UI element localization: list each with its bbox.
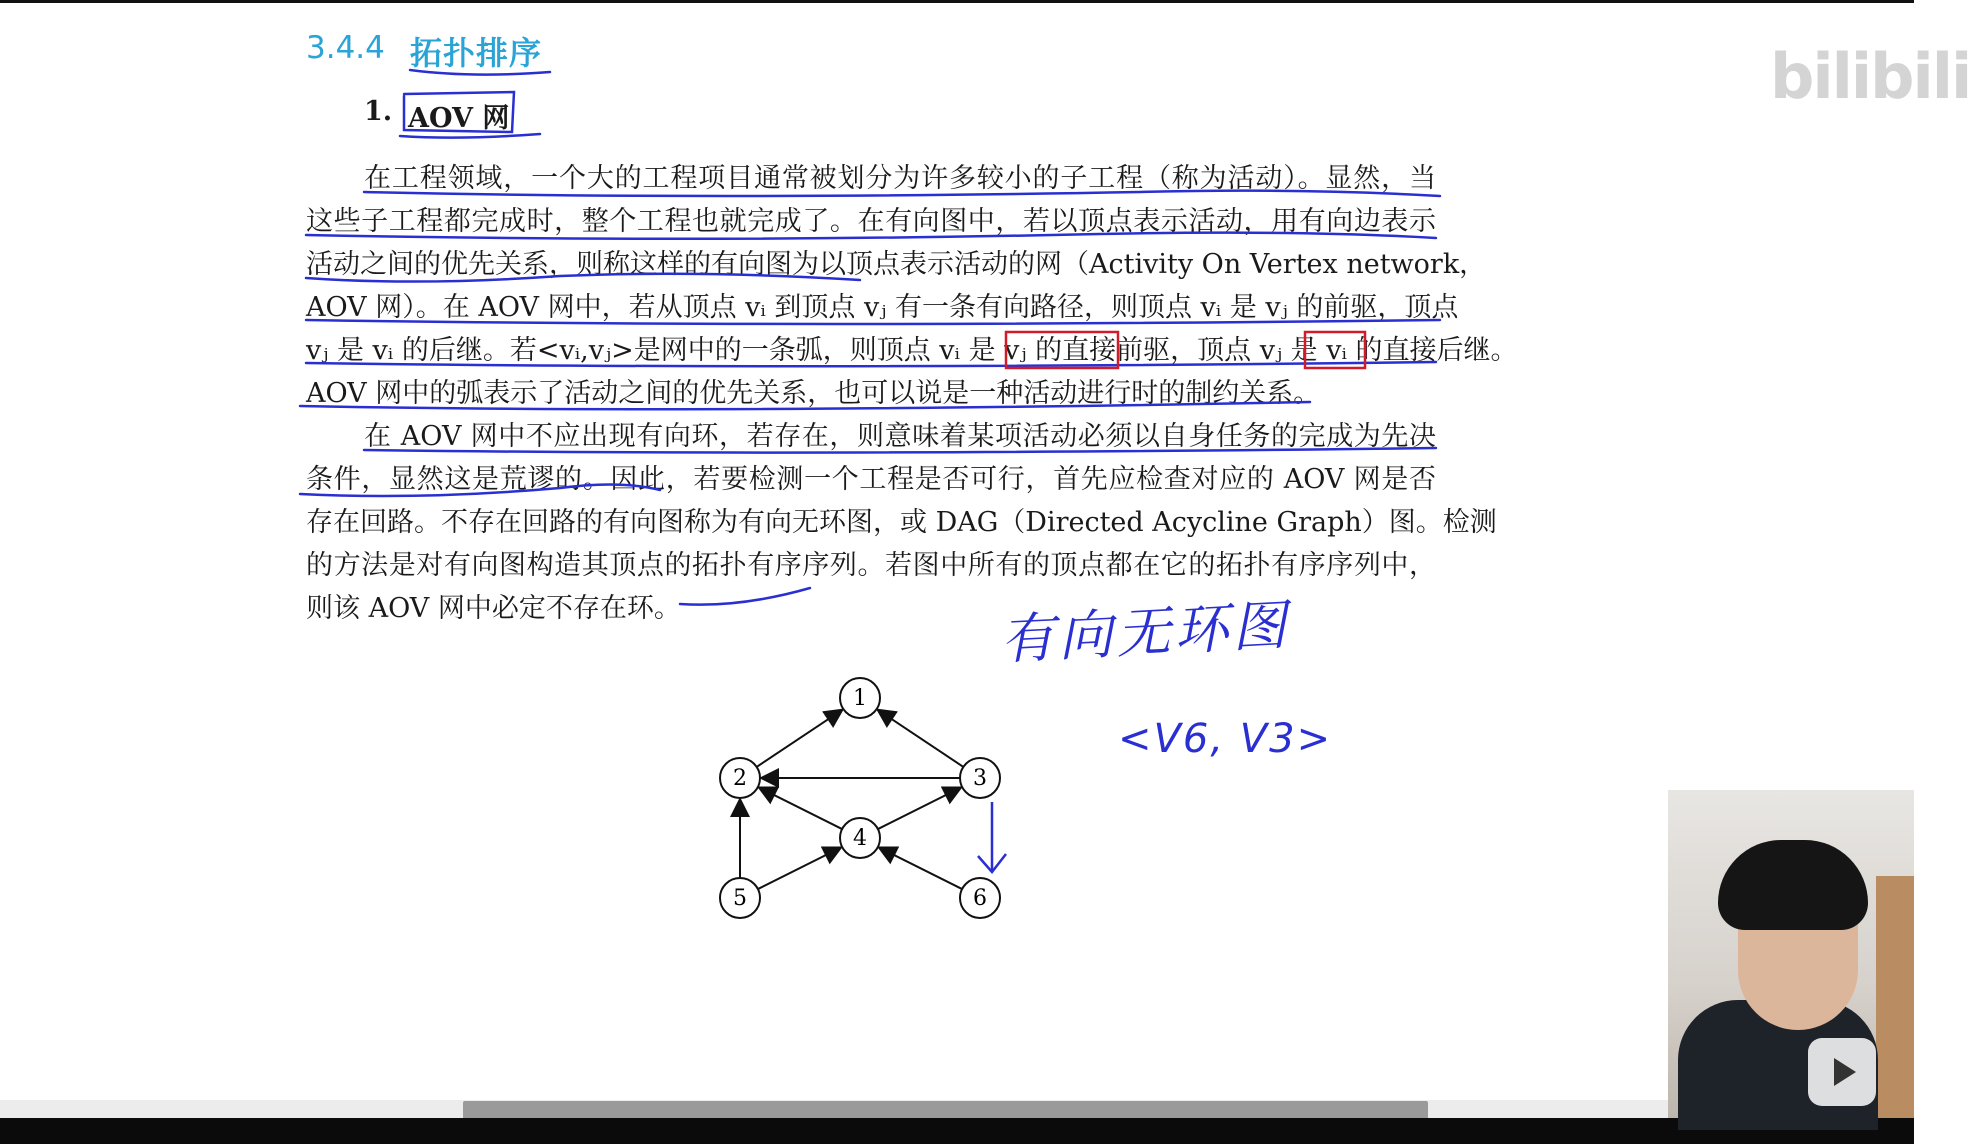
svg-text:5: 5 [733, 886, 747, 911]
section-number: 3.4.4 [306, 30, 385, 66]
presenter-webcam [1668, 790, 1914, 1118]
svg-text:2: 2 [733, 766, 747, 791]
graph-edge-4-3 [878, 787, 961, 829]
presenter-hair [1718, 840, 1868, 930]
top-border [0, 0, 1914, 3]
text-line: AOV 网）。在 AOV 网中，若从顶点 vᵢ 到顶点 vⱼ 有一条有向路径，则顶点 vᵢ 是 vⱼ 的前驱，顶点 [306, 292, 1459, 323]
svg-text:4: 4 [853, 826, 867, 851]
graph-node-2 [720, 758, 760, 798]
subsection-title: AOV 网 [408, 103, 510, 134]
graph-edge-3-1 [877, 710, 963, 767]
text-line: AOV 网中的弧表示了活动之间的优先关系，也可以说是一种活动进行时的制约关系。 [306, 378, 1321, 409]
bilibili-logo-watermark: bilibili [1770, 40, 1970, 113]
graph-node-5 [720, 878, 760, 918]
graph-edge-6-4 [879, 847, 962, 889]
svg-text:3: 3 [973, 766, 987, 791]
handwritten-note: 有向无环图 [998, 593, 1292, 672]
handwritten-note: <V6, V3> [1118, 716, 1333, 762]
text-line: 存在回路。不存在回路的有向图称为有向无环图，或 DAG（Directed Acycline Graph）图。检测 [306, 507, 1497, 538]
graph-node-6 [960, 878, 1000, 918]
aov-graph [700, 660, 1030, 930]
bottom-bar [0, 1118, 1914, 1144]
subsection-number: 1. [364, 96, 393, 127]
horizontal-scrollbar-thumb[interactable] [463, 1101, 1428, 1119]
section-title: 拓扑排序 [410, 34, 543, 72]
svg-text:6: 6 [973, 886, 987, 911]
text-line: 活动之间的优先关系，则称这样的有向图为以顶点表示活动的网（Activity On Vertex network， [306, 249, 1487, 280]
paragraph-1 [306, 157, 1518, 415]
text-line: 这些子工程都完成时，整个工程也就完成了。在有向图中，若以顶点表示活动，用有向边表示 [306, 206, 1436, 237]
text-line: 的方法是对有向图构造其顶点的拓扑有序序列。若图中所有的顶点都在它的拓扑有序序列中， [306, 550, 1436, 581]
text-line: 条件，显然这是荒谬的。因此，若要检测一个工程是否可行，首先应检查对应的 AOV 网是否 [306, 464, 1436, 495]
svg-text:1: 1 [853, 686, 867, 711]
text-line: 则该 AOV 网中必定不存在环。 [306, 593, 681, 624]
graph-node-3 [960, 758, 1000, 798]
text-line: vⱼ 是 vᵢ 的后继。若<vᵢ,vⱼ>是网中的一条弧，则顶点 vᵢ 是 vⱼ 的直接前驱，顶点 vⱼ 是 vᵢ 的直接后继。 [306, 335, 1518, 366]
graph-node-1 [840, 678, 880, 718]
play-button[interactable] [1808, 1038, 1876, 1106]
graph-edge-2-1 [757, 710, 843, 767]
graph-edge-4-2 [759, 787, 842, 829]
play-icon [1834, 1058, 1856, 1086]
background-door [1876, 876, 1914, 1118]
text-line: 在工程领域，一个大的工程项目通常被划分为许多较小的子工程（称为活动）。显然，当 [364, 163, 1436, 194]
graph-node-4 [840, 818, 880, 858]
graph-edge-5-4 [758, 847, 841, 889]
text-line: 在 AOV 网中不应出现有向环，若存在，则意味着某项活动必须以自身任务的完成为先决 [364, 421, 1436, 452]
